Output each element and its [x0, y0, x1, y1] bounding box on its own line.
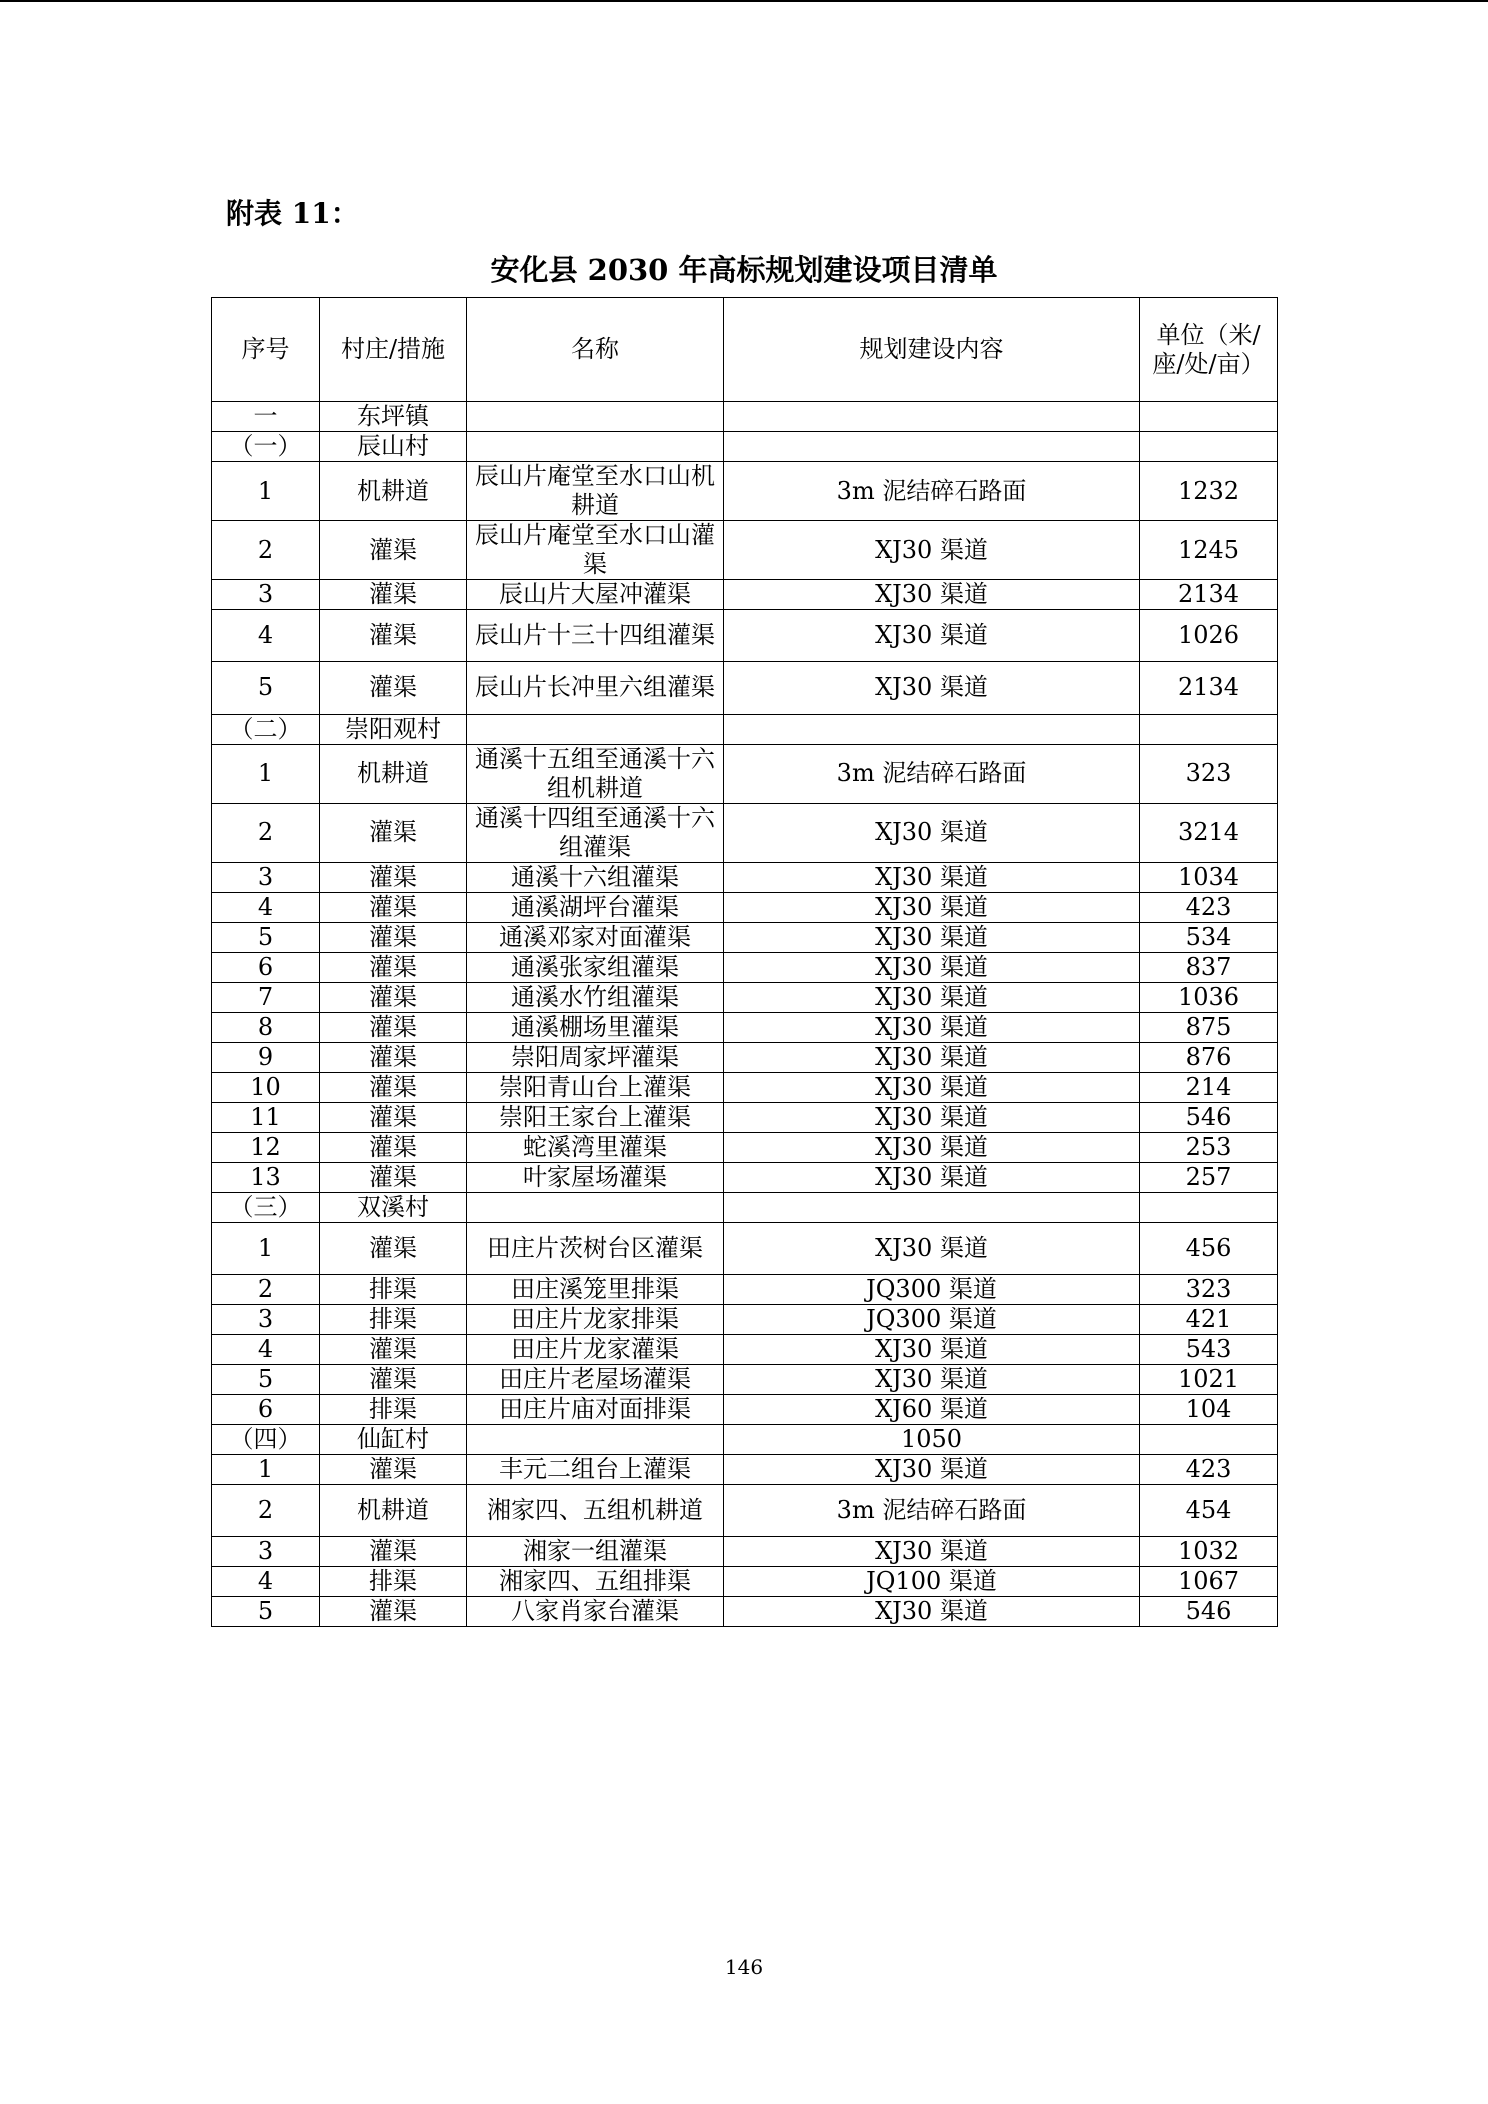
- row-seq: 一: [212, 402, 320, 432]
- row-content: XJ30 渠道: [724, 1072, 1140, 1102]
- row-seq: 6: [212, 1394, 320, 1424]
- row-seq: 2: [212, 1274, 320, 1304]
- row-content: [724, 1192, 1140, 1222]
- table-row: [212, 1072, 1278, 1102]
- row-village: 机耕道: [320, 462, 467, 521]
- row-content: XJ30 渠道: [724, 580, 1140, 610]
- row-content: XJ30 渠道: [724, 862, 1140, 892]
- row-value: 2134: [1140, 580, 1278, 610]
- row-village: 灌渠: [320, 892, 467, 922]
- row-name: 辰山片庵堂至水口山机耕道: [467, 462, 724, 521]
- row-name: 通溪邓家对面灌渠: [467, 922, 724, 952]
- row-village: 灌渠: [320, 1537, 467, 1567]
- table-row: [212, 1424, 1278, 1454]
- row-name: 通溪湖坪台灌渠: [467, 892, 724, 922]
- row-value: [1140, 402, 1278, 432]
- row-content: XJ30 渠道: [724, 803, 1140, 862]
- row-seq: 11: [212, 1102, 320, 1132]
- row-content: [724, 432, 1140, 462]
- table-row: [212, 1334, 1278, 1364]
- table-row: [212, 1567, 1278, 1597]
- row-name: 辰山片大屋冲灌渠: [467, 580, 724, 610]
- table-row: [212, 714, 1278, 744]
- row-village: 灌渠: [320, 862, 467, 892]
- table-row: [212, 1042, 1278, 1072]
- row-content: JQ300 渠道: [724, 1304, 1140, 1334]
- table-row: [212, 462, 1278, 521]
- row-name: 叶家屋场灌渠: [467, 1162, 724, 1192]
- row-village: 崇阳观村: [320, 714, 467, 744]
- table-row: [212, 1454, 1278, 1484]
- row-name: 蛇溪湾里灌渠: [467, 1132, 724, 1162]
- row-content: XJ30 渠道: [724, 1597, 1140, 1627]
- row-name: 崇阳周家坪灌渠: [467, 1042, 724, 1072]
- row-value: 534: [1140, 922, 1278, 952]
- row-content: XJ30 渠道: [724, 1537, 1140, 1567]
- row-village: 灌渠: [320, 803, 467, 862]
- row-content: XJ30 渠道: [724, 1102, 1140, 1132]
- row-content: 3m 泥结碎石路面: [724, 1484, 1140, 1536]
- row-value: 1021: [1140, 1364, 1278, 1394]
- table-row: [212, 1537, 1278, 1567]
- table-row: [212, 1484, 1278, 1536]
- row-value: 837: [1140, 952, 1278, 982]
- row-value: 423: [1140, 892, 1278, 922]
- page-number: 146: [724, 1955, 764, 1979]
- row-name: 田庄片茨树台区灌渠: [467, 1222, 724, 1274]
- row-village: 仙缸村: [320, 1424, 467, 1454]
- row-seq: 1: [212, 744, 320, 803]
- row-seq: （三）: [212, 1192, 320, 1222]
- table-row: [212, 1304, 1278, 1334]
- row-content: [724, 402, 1140, 432]
- row-value: 454: [1140, 1484, 1278, 1536]
- row-content: XJ30 渠道: [724, 1012, 1140, 1042]
- row-seq: 1: [212, 462, 320, 521]
- row-value: 104: [1140, 1394, 1278, 1424]
- table-row: [212, 1597, 1278, 1627]
- row-name: [467, 714, 724, 744]
- row-name: 田庄片老屋场灌渠: [467, 1364, 724, 1394]
- row-seq: 4: [212, 1334, 320, 1364]
- row-village: 灌渠: [320, 1132, 467, 1162]
- row-seq: （一）: [212, 432, 320, 462]
- row-village: 灌渠: [320, 982, 467, 1012]
- row-seq: 3: [212, 580, 320, 610]
- row-value: 1026: [1140, 610, 1278, 662]
- row-seq: 2: [212, 803, 320, 862]
- row-name: 通溪十五组至通溪十六组机耕道: [467, 744, 724, 803]
- row-name: 崇阳青山台上灌渠: [467, 1072, 724, 1102]
- project-table: [211, 297, 1278, 1627]
- row-seq: 5: [212, 1364, 320, 1394]
- table-row: [212, 922, 1278, 952]
- row-name: 通溪张家组灌渠: [467, 952, 724, 982]
- row-name: 通溪棚场里灌渠: [467, 1012, 724, 1042]
- row-content: XJ30 渠道: [724, 1042, 1140, 1072]
- row-name: 通溪十六组灌渠: [467, 862, 724, 892]
- row-name: 田庄片庙对面排渠: [467, 1394, 724, 1424]
- row-name: [467, 402, 724, 432]
- row-seq: 9: [212, 1042, 320, 1072]
- row-village: 灌渠: [320, 1364, 467, 1394]
- row-value: 1032: [1140, 1537, 1278, 1567]
- row-village: 灌渠: [320, 1102, 467, 1132]
- header-unit: 单位（米/座/处/亩）: [1140, 298, 1278, 402]
- row-village: 灌渠: [320, 1222, 467, 1274]
- table-row: [212, 610, 1278, 662]
- row-value: 1245: [1140, 521, 1278, 580]
- table-row: [212, 662, 1278, 714]
- table-body: [212, 402, 1278, 1627]
- row-content: 1050: [724, 1424, 1140, 1454]
- row-name: 通溪十四组至通溪十六组灌渠: [467, 803, 724, 862]
- row-seq: 4: [212, 1567, 320, 1597]
- row-name: [467, 1424, 724, 1454]
- row-content: XJ30 渠道: [724, 982, 1140, 1012]
- row-village: 灌渠: [320, 952, 467, 982]
- row-village: 机耕道: [320, 1484, 467, 1536]
- row-seq: 2: [212, 521, 320, 580]
- row-value: 546: [1140, 1102, 1278, 1132]
- row-village: 灌渠: [320, 610, 467, 662]
- row-value: [1140, 1192, 1278, 1222]
- table-row: [212, 1192, 1278, 1222]
- table-row: [212, 1222, 1278, 1274]
- header-name: 名称: [467, 298, 724, 402]
- row-content: XJ30 渠道: [724, 892, 1140, 922]
- row-village: 灌渠: [320, 1012, 467, 1042]
- row-name: 丰元二组台上灌渠: [467, 1454, 724, 1484]
- table-row: [212, 982, 1278, 1012]
- table-row: [212, 892, 1278, 922]
- row-value: 3214: [1140, 803, 1278, 862]
- row-content: JQ300 渠道: [724, 1274, 1140, 1304]
- row-content: XJ30 渠道: [724, 1132, 1140, 1162]
- row-name: 辰山片十三十四组灌渠: [467, 610, 724, 662]
- row-village: 排渠: [320, 1567, 467, 1597]
- row-village: 灌渠: [320, 580, 467, 610]
- row-value: 1034: [1140, 862, 1278, 892]
- row-name: 田庄片龙家排渠: [467, 1304, 724, 1334]
- row-seq: 3: [212, 862, 320, 892]
- header-seq: 序号: [212, 298, 320, 402]
- table-title: 安化县 2030 年高标规划建设项目清单: [490, 253, 998, 287]
- row-name: 湘家一组灌渠: [467, 1537, 724, 1567]
- row-name: 八家肖家台灌渠: [467, 1597, 724, 1627]
- row-value: 323: [1140, 1274, 1278, 1304]
- row-seq: 5: [212, 922, 320, 952]
- row-name: 通溪水竹组灌渠: [467, 982, 724, 1012]
- table-row: [212, 1364, 1278, 1394]
- row-name: 田庄溪笼里排渠: [467, 1274, 724, 1304]
- row-value: [1140, 432, 1278, 462]
- row-value: 423: [1140, 1454, 1278, 1484]
- row-value: 214: [1140, 1072, 1278, 1102]
- row-value: 875: [1140, 1012, 1278, 1042]
- row-seq: 6: [212, 952, 320, 982]
- row-village: 机耕道: [320, 744, 467, 803]
- row-value: [1140, 1424, 1278, 1454]
- row-value: 1232: [1140, 462, 1278, 521]
- header-content: 规划建设内容: [724, 298, 1140, 402]
- row-seq: 4: [212, 892, 320, 922]
- row-value: 456: [1140, 1222, 1278, 1274]
- row-village: 排渠: [320, 1274, 467, 1304]
- table-row: [212, 1102, 1278, 1132]
- row-content: XJ30 渠道: [724, 1454, 1140, 1484]
- row-value: 876: [1140, 1042, 1278, 1072]
- row-seq: 13: [212, 1162, 320, 1192]
- row-content: XJ30 渠道: [724, 1162, 1140, 1192]
- row-value: 2134: [1140, 662, 1278, 714]
- header-village: 村庄/措施: [320, 298, 467, 402]
- row-content: JQ100 渠道: [724, 1567, 1140, 1597]
- row-value: 543: [1140, 1334, 1278, 1364]
- table-row: [212, 1162, 1278, 1192]
- row-content: XJ30 渠道: [724, 1364, 1140, 1394]
- row-seq: 5: [212, 662, 320, 714]
- row-content: [724, 714, 1140, 744]
- row-value: 421: [1140, 1304, 1278, 1334]
- row-value: 253: [1140, 1132, 1278, 1162]
- row-content: XJ30 渠道: [724, 610, 1140, 662]
- table-header-row: [212, 298, 1278, 402]
- table-row: [212, 1274, 1278, 1304]
- row-village: 灌渠: [320, 1042, 467, 1072]
- row-seq: 7: [212, 982, 320, 1012]
- row-seq: （四）: [212, 1424, 320, 1454]
- row-name: 田庄片龙家灌渠: [467, 1334, 724, 1364]
- row-village: 辰山村: [320, 432, 467, 462]
- row-name: [467, 432, 724, 462]
- row-seq: 12: [212, 1132, 320, 1162]
- row-seq: 1: [212, 1454, 320, 1484]
- row-village: 灌渠: [320, 1454, 467, 1484]
- row-name: 湘家四、五组机耕道: [467, 1484, 724, 1536]
- row-content: XJ30 渠道: [724, 922, 1140, 952]
- row-name: 辰山片庵堂至水口山灌渠: [467, 521, 724, 580]
- table-row: [212, 952, 1278, 982]
- row-value: 546: [1140, 1597, 1278, 1627]
- row-village: 东坪镇: [320, 402, 467, 432]
- row-village: 灌渠: [320, 662, 467, 714]
- row-value: 257: [1140, 1162, 1278, 1192]
- table-row: [212, 1012, 1278, 1042]
- table-row: [212, 1394, 1278, 1424]
- row-content: 3m 泥结碎石路面: [724, 462, 1140, 521]
- table-row: [212, 744, 1278, 803]
- row-seq: 3: [212, 1304, 320, 1334]
- row-content: XJ60 渠道: [724, 1394, 1140, 1424]
- row-name: 湘家四、五组排渠: [467, 1567, 724, 1597]
- row-content: XJ30 渠道: [724, 662, 1140, 714]
- row-value: 323: [1140, 744, 1278, 803]
- row-village: 灌渠: [320, 1597, 467, 1627]
- row-village: 灌渠: [320, 1072, 467, 1102]
- table-row: [212, 862, 1278, 892]
- row-name: [467, 1192, 724, 1222]
- row-value: [1140, 714, 1278, 744]
- row-village: 灌渠: [320, 1162, 467, 1192]
- row-content: XJ30 渠道: [724, 521, 1140, 580]
- row-seq: 1: [212, 1222, 320, 1274]
- row-seq: （二）: [212, 714, 320, 744]
- row-seq: 3: [212, 1537, 320, 1567]
- row-content: XJ30 渠道: [724, 1334, 1140, 1364]
- table-row: [212, 521, 1278, 580]
- table-row: [212, 402, 1278, 432]
- top-border-rule: [0, 0, 1488, 2]
- row-value: 1036: [1140, 982, 1278, 1012]
- table-row: [212, 432, 1278, 462]
- row-village: 双溪村: [320, 1192, 467, 1222]
- row-seq: 10: [212, 1072, 320, 1102]
- row-content: XJ30 渠道: [724, 952, 1140, 982]
- table-row: [212, 1132, 1278, 1162]
- row-content: 3m 泥结碎石路面: [724, 744, 1140, 803]
- row-seq: 2: [212, 1484, 320, 1536]
- row-village: 灌渠: [320, 922, 467, 952]
- row-village: 灌渠: [320, 521, 467, 580]
- row-village: 排渠: [320, 1394, 467, 1424]
- appendix-label: 附表 11：: [226, 197, 359, 230]
- row-seq: 5: [212, 1597, 320, 1627]
- row-village: 排渠: [320, 1304, 467, 1334]
- row-seq: 4: [212, 610, 320, 662]
- row-content: XJ30 渠道: [724, 1222, 1140, 1274]
- table-row: [212, 803, 1278, 862]
- row-name: 崇阳王家台上灌渠: [467, 1102, 724, 1132]
- row-value: 1067: [1140, 1567, 1278, 1597]
- table-row: [212, 580, 1278, 610]
- row-seq: 8: [212, 1012, 320, 1042]
- row-name: 辰山片长冲里六组灌渠: [467, 662, 724, 714]
- row-village: 灌渠: [320, 1334, 467, 1364]
